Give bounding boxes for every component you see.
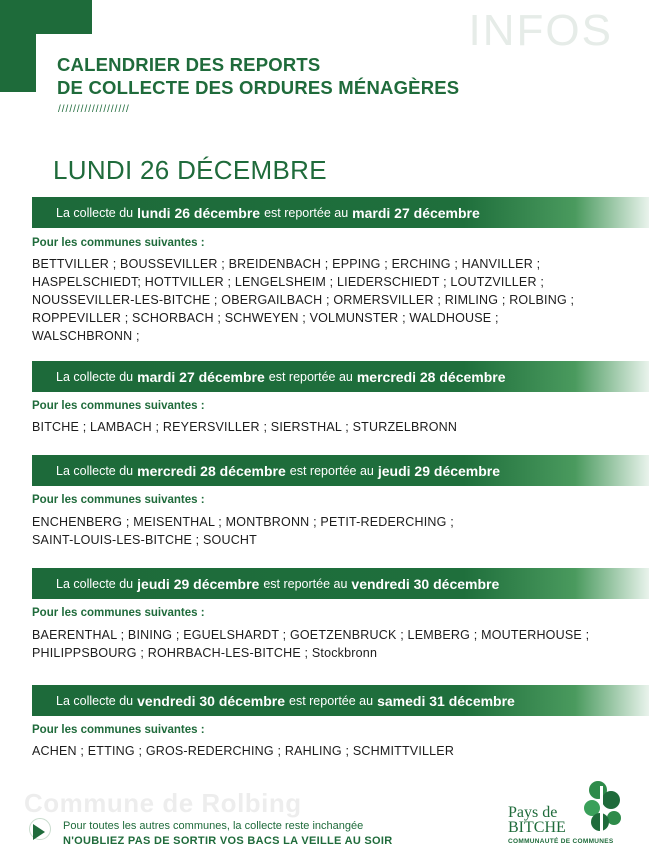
logo-line-3: COMMUNAUTÉ DE COMMUNES — [508, 838, 614, 845]
banner-middle: est reportée au — [263, 576, 348, 591]
logo-line-1: Pays de — [508, 804, 558, 821]
communes-line: ROPPEVILLER ; SCHORBACH ; SCHWEYEN ; VOLMUNSTER ; WALDHOUSE ; — [32, 311, 499, 325]
communes-subheading: Pour les communes suivantes : — [32, 237, 205, 249]
watermark: Commune de Rolbing — [24, 788, 302, 818]
communes-subheading: Pour les communes suivantes : — [32, 607, 205, 619]
day-heading: LUNDI 26 DÉCEMBRE — [53, 155, 327, 185]
infos-label: INFOS — [468, 6, 613, 55]
banner-to-date: jeudi 29 décembre — [377, 462, 501, 479]
postponement-banner — [32, 197, 649, 228]
communes-list — [32, 513, 632, 549]
hatch-divider: /////////////////// — [58, 104, 130, 115]
banner-to-date: mercredi 28 décembre — [356, 368, 506, 385]
banner-prefix: La collecte du — [56, 463, 134, 478]
communes-line: NOUSSEVILLER-LES-BITCHE ; OBERGAILBACH ; ORMERSVILLER ; RIMLING ; ROLBING ; — [32, 293, 575, 307]
postponement-banner — [32, 685, 649, 716]
communes-line: SAINT-LOUIS-LES-BITCHE ; SOUCHT — [32, 533, 257, 547]
footer-reminder: N'OUBLIEZ PAS DE SORTIR VOS BACS LA VEILLE AU SOIR — [63, 835, 393, 847]
footer-note: Pour toutes les autres communes, la collecte reste inchangée — [63, 820, 364, 832]
banner-from-date: mercredi 28 décembre — [137, 462, 286, 479]
banner-from-date: lundi 26 décembre — [137, 204, 261, 221]
title-line-1: CALENDRIER DES REPORTS — [57, 54, 321, 75]
banner-prefix: La collecte du — [56, 205, 134, 220]
banner-to-date: mardi 27 décembre — [352, 204, 480, 221]
postponement-banner — [32, 568, 649, 599]
communes-line: PHILIPPSBOURG ; ROHRBACH-LES-BITCHE ; Stockbronn — [32, 646, 378, 660]
banner-to-date: samedi 31 décembre — [377, 692, 515, 709]
communes-list — [32, 418, 632, 436]
communes-line: WALSCHBRONN ; — [32, 329, 140, 343]
banner-prefix: La collecte du — [56, 693, 134, 708]
communes-subheading: Pour les communes suivantes : — [32, 724, 205, 736]
banner-from-date: vendredi 30 décembre — [137, 692, 285, 709]
banner-from-date: jeudi 29 décembre — [137, 575, 260, 592]
page-title — [57, 53, 459, 99]
play-arrow-icon — [33, 824, 45, 840]
title-line-2: DE COLLECTE DES ORDURES MÉNAGÈRES — [57, 77, 460, 98]
banner-middle: est reportée au — [289, 693, 374, 708]
postponement-banner — [32, 361, 649, 392]
pays-de-bitche-logo — [508, 776, 632, 846]
banner-middle: est reportée au — [264, 205, 349, 220]
communes-list — [32, 742, 632, 760]
communes-subheading: Pour les communes suivantes : — [32, 494, 205, 506]
banner-prefix: La collecte du — [56, 576, 134, 591]
banner-middle: est reportée au — [289, 463, 374, 478]
banner-to-date: vendredi 30 décembre — [351, 575, 500, 592]
communes-line: BETTVILLER ; BOUSSEVILLER ; BREIDENBACH ; EPPING ; ERCHING ; HANVILLER ; — [32, 257, 541, 271]
logo-line-2: BITCHE — [508, 819, 566, 836]
communes-line: ENCHENBERG ; MEISENTHAL ; MONTBRONN ; PETIT-REDERCHING ; — [32, 515, 454, 529]
tree-logo-icon — [578, 776, 630, 836]
banner-middle: est reportée au — [268, 369, 353, 384]
communes-subheading: Pour les communes suivantes : — [32, 400, 205, 412]
communes-list — [32, 255, 632, 345]
banner-from-date: mardi 27 décembre — [137, 368, 265, 385]
communes-line: BAERENTHAL ; BINING ; EGUELSHARDT ; GOETZENBRUCK ; LEMBERG ; MOUTERHOUSE ; — [32, 628, 590, 642]
communes-line: HASPELSCHIEDT; HOTTVILLER ; LENGELSHEIM ; LIEDERSCHIEDT ; LOUTZVILLER ; — [32, 275, 545, 289]
banner-prefix: La collecte du — [56, 369, 134, 384]
communes-list — [32, 626, 632, 662]
communes-line: BITCHE ; LAMBACH ; REYERSVILLER ; SIERSTHAL ; STURZELBRONN — [32, 420, 458, 434]
communes-line: ACHEN ; ETTING ; GROS-REDERCHING ; RAHLING ; SCHMITTVILLER — [32, 744, 455, 758]
postponement-banner — [32, 455, 649, 486]
